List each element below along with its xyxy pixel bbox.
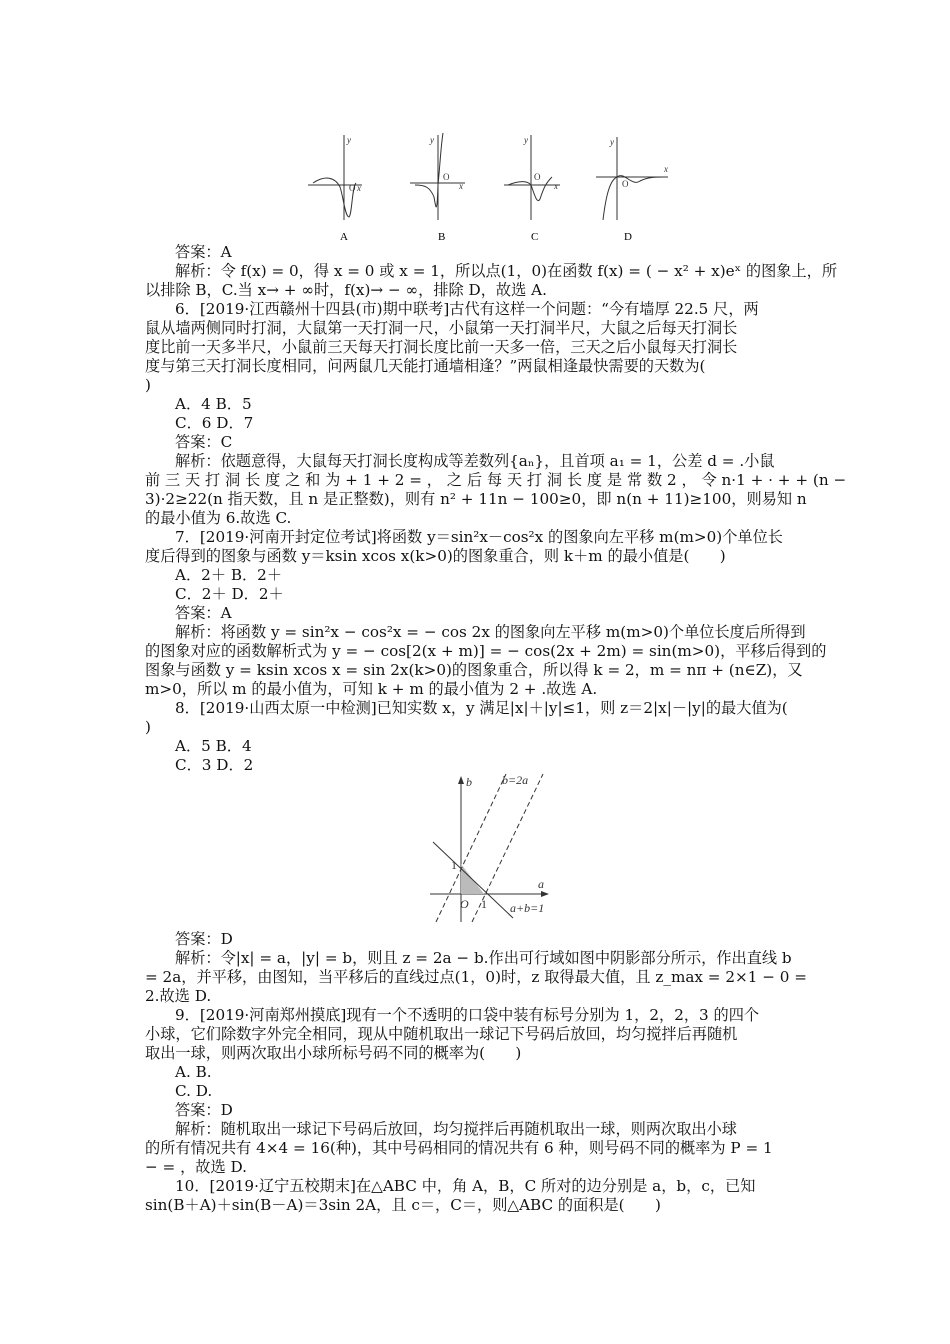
text-line: 的所有情况共有 4×4 = 16(种)，其中号码相同的情况共有 6 种，则号码不同的概率为 P = 1 — [145, 1139, 773, 1157]
text-line: 6．[2019·江西赣州十四县(市)期中联考]古代有这样一个问题：“今有墙厚 22.5 尺，两 — [175, 300, 759, 318]
text-line: A．5 B．4 — [175, 737, 252, 755]
graph-label-c: C — [531, 231, 539, 243]
text-line: 7．[2019·河南开封定位考试]将函数 y＝sin²x－cos²x 的图象向左平移 m(m>0)个单位长 — [175, 528, 783, 546]
text-line: C. D. — [175, 1082, 213, 1100]
text-line: C．6 D．7 — [175, 414, 254, 432]
graph-label-a: A — [340, 231, 348, 243]
svg-text:x: x — [357, 183, 361, 193]
text-line: 小球，它们除数字外完全相同，现从中随机取出一球记下号码后放回，均匀搅拌后再随机 — [145, 1025, 738, 1043]
text-line: 10．[2019·辽宁五校期末]在△ABC 中，角 A，B，C 所对的边分别是 a，b，c，已知 — [175, 1177, 756, 1195]
svg-text:O: O — [443, 172, 450, 182]
graph-label-b: B — [438, 231, 446, 243]
constraint-line — [433, 842, 513, 918]
objective-line-1 — [436, 774, 506, 922]
text-line: 解析：令 f(x) = 0，得 x = 0 或 x = 1，所以点(1，0)在函数 f(x) = ( − x² + x)eˣ 的图象上，所 — [175, 262, 838, 280]
svg-text:O: O — [622, 179, 629, 189]
text-line: m>0，所以 m 的最小值为，可知 k + m 的最小值为 2 + .故选 A. — [145, 680, 598, 698]
text-line: C．2＋ D．2＋ — [175, 585, 284, 603]
text-line: 解析：将函数 y = sin²x − cos²x = − cos 2x 的图象向左平移 m(m>0)个单位长度后所得到 — [175, 623, 806, 641]
text-line: 前 三 天 打 洞 长 度 之 和 为 + 1 + 2 = ， 之 后 每 天 打 洞 长 度 是 常 数 2 ， 令 n·1 + · + + (n − — [145, 471, 847, 489]
graph-c — [504, 135, 560, 220]
text-line: 答案：A — [175, 243, 232, 261]
text-line: 答案：D — [175, 1101, 233, 1119]
svg-text:y: y — [610, 137, 614, 147]
a-axis-label: a — [538, 877, 544, 891]
text-line: 答案：C — [175, 433, 233, 451]
text-line: C．3 D．2 — [175, 756, 254, 774]
text-line: 取出一球，则两次取出小球所标号码不同的概率为( ) — [145, 1044, 522, 1062]
text-line: 3)·2≥22(n 指天数，且 n 是正整数)，则有 n² + 11n − 100≥0，即 n(n + 11)≥100，则易知 n — [145, 490, 807, 508]
text-line: 9．[2019·河南郑州摸底]现有一个不透明的口袋中装有标号分别为 1，2，2，3 的四个 — [175, 1006, 760, 1024]
a-one-label: 1 — [481, 897, 487, 911]
text-line: ) — [145, 376, 151, 394]
text-line: 以排除 B，C.当 x→ + ∞时，f(x)→ − ∞，排除 D，故选 A. — [145, 281, 547, 299]
svg-text:x: x — [664, 164, 668, 174]
text-line: 2.故选 D. — [145, 987, 212, 1005]
text-line: 度与第三天打洞长度相同，问两鼠几天能打通墙相逢？”两鼠相逢最快需要的天数为( — [145, 357, 706, 375]
text-line: 的最小值为 6.故选 C. — [145, 509, 292, 527]
text-line: A. B. — [175, 1063, 212, 1081]
text-line: 度后得到的图象与函数 y＝ksin xcos x(k>0)的图象重合，则 k＋m 的最小值是( ) — [145, 547, 726, 565]
text-line: 图象与函数 y = ksin xcos x = sin 2x(k>0)的图象重合，所以得 k = 2，m = nπ + (n∈Z)，又 — [145, 661, 803, 679]
text-line: 答案：A — [175, 604, 232, 622]
text-line: 鼠从墙两侧同时打洞，大鼠第一天打洞一尺，小鼠第一天打洞半尺，大鼠之后每天打洞长 — [145, 319, 738, 337]
graph-d — [596, 137, 668, 220]
svg-text:y: y — [524, 135, 528, 145]
text-line: 度比前一天多半尺，小鼠前三天每天打洞长度比前一天多一倍，三天之后小鼠每天打洞长 — [145, 338, 738, 356]
origin-label: O — [460, 897, 469, 911]
b-one-label: 1 — [451, 858, 457, 872]
svg-text:x: x — [554, 181, 558, 191]
svg-text:O: O — [349, 183, 356, 193]
svg-text:y: y — [430, 135, 434, 145]
svg-text:O: O — [534, 172, 541, 182]
text-line: 8．[2019·山西太原一中检测]已知实数 x，y 满足|x|＋|y|≤1，则 z＝2|x|－|y|的最大值为( — [175, 699, 788, 717]
text-line: 答案：D — [175, 930, 233, 948]
graph-b — [410, 133, 465, 220]
graph-label-d: D — [624, 231, 632, 243]
text-line: 解析：依题意得，大鼠每天打洞长度构成等差数列{aₙ}，且首项 a₁ = 1，公差 d = .小鼠 — [175, 452, 775, 470]
graph-a — [308, 135, 362, 220]
svg-text:y: y — [347, 135, 351, 145]
svg-text:x: x — [459, 181, 463, 191]
text-line: 解析：随机取出一球记下号码后放回，均匀搅拌后再随机取出一球，则两次取出小球 — [175, 1120, 737, 1138]
text-line: 解析：令|x| = a，|y| = b，则且 z = 2a − b.作出可行域如图中阴影部分所示，作出直线 b — [175, 949, 792, 967]
text-line: = 2a，并平移，由图知，当平移后的直线过点(1，0)时，z 取得最大值，且 z_max = 2×1 − 0 = — [145, 968, 807, 986]
constraint-label: a+b=1 — [510, 901, 545, 915]
line-label: b=2a — [502, 773, 529, 787]
text-line: sin(B＋A)＋sin(B－A)＝3sin 2A，且 c＝，C＝，则△ABC 的面积是( ) — [145, 1196, 661, 1214]
text-line: ) — [145, 718, 151, 736]
feasible-region-diagram — [0, 770, 950, 930]
b-axis-label: b — [466, 775, 472, 789]
text-line: A．2＋ B．2＋ — [175, 566, 283, 584]
text-line: 的图象对应的函数解析式为 y = − cos[2(x + m)] = − cos(2x + 2m) = sin(m>0)，平移后得到的 — [145, 642, 827, 660]
text-line: − = ，故选 D. — [145, 1158, 247, 1176]
text-line: A．4 B．5 — [175, 395, 252, 413]
